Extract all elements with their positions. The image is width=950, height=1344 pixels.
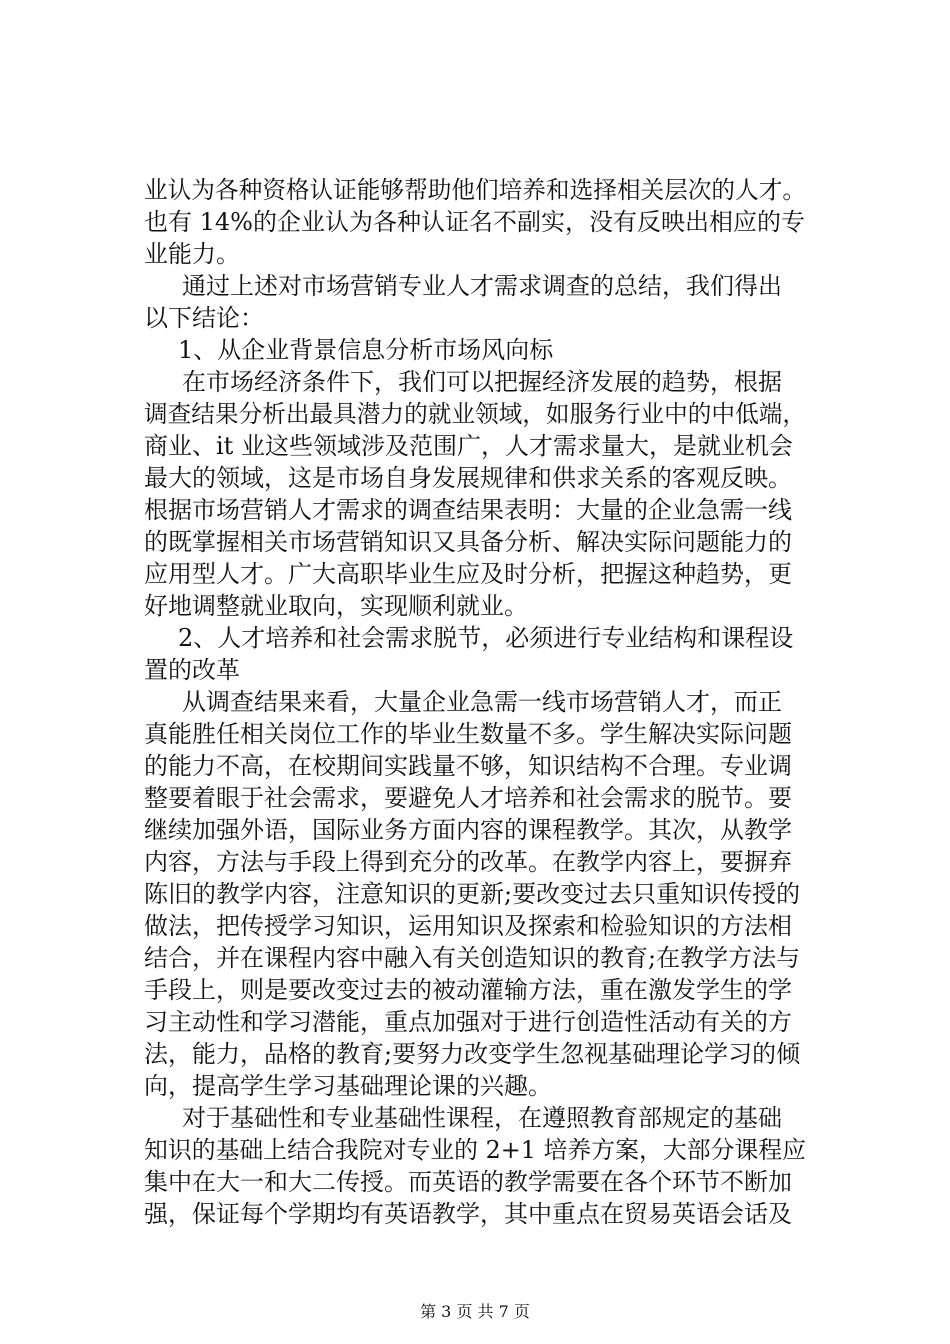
text-line: 对于基础性和专业基础性课程，在遵照教育部规定的基础: [182, 1104, 782, 1132]
text-line: 1、从企业背景信息分析市场风向标: [178, 336, 554, 364]
text-line: 商业、it 业这些领域涉及范围广，人才需求量大，是就业机会: [144, 432, 793, 460]
text-line: 好地调整就业取向，实现顺利就业。: [144, 592, 528, 620]
page-footer: 第 3 页 共 7 页: [420, 1302, 530, 1321]
text-line: 2、人才培养和社会需求脱节，必须进行专业结构和课程设: [178, 624, 794, 652]
text-line: 置的改革: [144, 656, 240, 684]
text-line: 知识的基础上结合我院对专业的 2+1 培养方案，大部分课程应: [144, 1136, 806, 1164]
text-line: 通过上述对市场营销专业人才需求调查的总结，我们得出: [182, 272, 782, 300]
text-line: 在市场经济条件下，我们可以把握经济发展的趋势，根据: [182, 368, 782, 396]
text-line: 结合，并在课程内容中融入有关创造知识的教育;在教学方法与: [144, 944, 801, 972]
text-line: 调查结果分析出最具潜力的就业领域，如服务行业中的中低端，: [144, 400, 806, 428]
text-line: 真能胜任相关岗位工作的毕业生数量不多。学生解决实际问题: [144, 720, 792, 748]
text-line: 手段上，则是要改变过去的被动灌输方法，重在激发学生的学: [144, 976, 792, 1004]
document-body: [144, 174, 806, 1230]
text-line: 整要着眼于社会需求，要避免人才培养和社会需求的脱节。要: [144, 784, 792, 812]
text-line: 业认为各种资格认证能够帮助他们培养和选择相关层次的人才。: [144, 176, 806, 204]
text-line: 的既掌握相关市场营销知识又具备分析、解决实际问题能力的: [144, 528, 792, 556]
text-line: 也有 14%的企业认为各种认证名不副实，没有反映出相应的专: [144, 208, 805, 236]
text-line: 从调查结果来看，大量企业急需一线市场营销人才，而正: [182, 688, 782, 716]
text-line: 法，能力，品格的教育;要努力改变学生忽视基础理论学习的倾: [144, 1040, 801, 1068]
text-line: 应用型人才。广大高职毕业生应及时分析，把握这种趋势，更: [144, 560, 792, 588]
text-line: 的能力不高，在校期间实践量不够，知识结构不合理。专业调: [144, 752, 792, 780]
text-line: 业能力。: [144, 240, 240, 268]
text-line: 以下结论：: [144, 304, 264, 332]
text-line: 做法，把传授学习知识，运用知识及探索和检验知识的方法相: [144, 912, 792, 940]
text-line: 强，保证每个学期均有英语教学，其中重点在贸易英语会话及: [144, 1200, 792, 1228]
text-line: 向，提高学生学习基础理论课的兴趣。: [144, 1072, 552, 1100]
text-line: 内容，方法与手段上得到充分的改革。在教学内容上，要摒弃: [144, 848, 792, 876]
text-line: 习主动性和学习潜能，重点加强对于进行创造性活动有关的方: [144, 1008, 792, 1036]
text-line: 根据市场营销人才需求的调查结果表明：大量的企业急需一线: [144, 496, 792, 524]
text-line: 集中在大一和大二传授。而英语的教学需要在各个环节不断加: [144, 1168, 792, 1196]
text-line: 继续加强外语，国际业务方面内容的课程教学。其次，从教学: [144, 816, 792, 844]
text-line: 陈旧的教学内容，注意知识的更新;要改变过去只重知识传授的: [144, 880, 801, 908]
text-line: 最大的领域，这是市场自身发展规律和供求关系的客观反映。: [144, 464, 792, 492]
